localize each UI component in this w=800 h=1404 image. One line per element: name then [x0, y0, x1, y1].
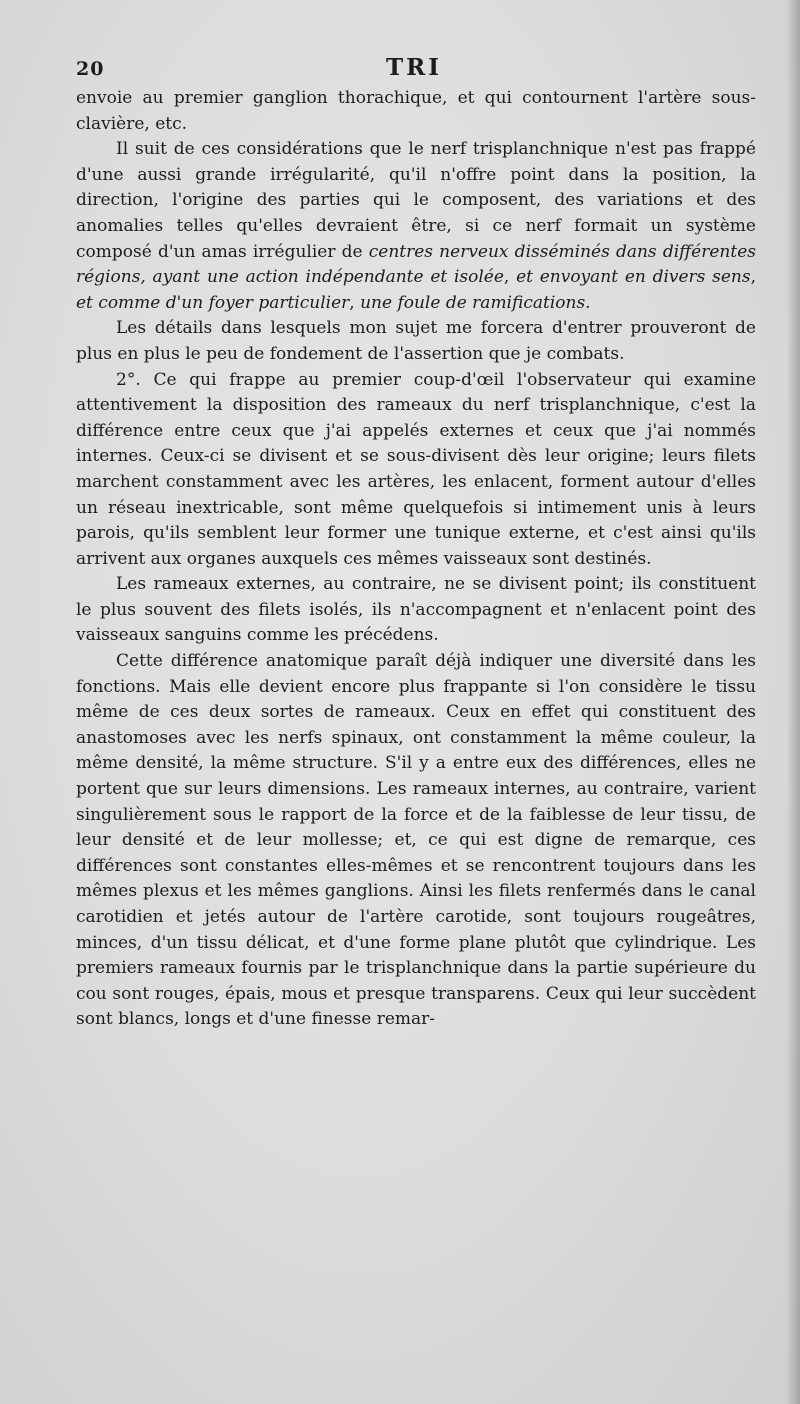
paragraph-2-italic-4: une foule de ramifications. [360, 292, 591, 313]
paragraph-2-sep-3: , [349, 292, 361, 313]
paragraph-continuation: envoie au premier ganglion thorachique, et qui contournent l'artère sous-clavière, etc. [76, 88, 756, 134]
paragraph-3: Les détails dans lesquels mon sujet me forcera d'entrer prouveront de plus en plus le peu de fondement de l'assertion que je combats. [76, 318, 756, 364]
paragraph-2-sep-2: , [750, 267, 757, 288]
page-edge-shadow [786, 0, 800, 1404]
paragraph-2-italic-2: et envoyant en divers sens [516, 267, 751, 288]
paragraph-2 [76, 137, 756, 316]
paragraph-2-sep-1: , [503, 267, 517, 288]
paragraph-4: 2°. Ce qui frappe au premier coup-d'œil l'observateur qui examine attentivement la disposition des rameaux du nerf trisplanchnique, c'est la différence entre ceux que j'ai appelés externes et ceux que j'ai nommés internes. Ceux-ci se divisent et se sous-divisent dès leur origine; leurs filets marchent constamment avec les artères, les enlacent, forment autour d'elles un réseau inextricable, sont même quelquefois si intimement unis à leurs parois, qu'ils semblent leur former une tunique externe, et c'est ainsi qu'ils arrivent aux organes auxquels ces mêmes vaisseaux sont destinés. [76, 369, 756, 569]
paragraph-5: Les rameaux externes, au contraire, ne se divisent point; ils constituent le plus souvent des filets isolés, ils n'accompagnent et n'enlacent point des vaisseaux sanguins comme les précédens. [76, 574, 756, 646]
body-text [76, 86, 756, 1033]
paragraph-2-italic-1: centres nerveux disséminés dans différentes régions, ayant une action indépendante et isolée [76, 241, 756, 288]
paragraph-2-italic-3: et comme d'un foyer particulier [76, 292, 350, 313]
page-number: 20 [76, 58, 105, 80]
running-head: TRI [386, 54, 442, 81]
paragraph-6: Cette différence anatomique paraît déjà indiquer une diversité dans les fonctions. Mais elle devient encore plus frappante si l'on considère le tissu même de ces deux sortes de rameaux. Ceux en effet qui constituent des anastomoses avec les nerfs spinaux, ont constamment la même couleur, la même densité, la même structure. S'il y a entre eux des différences, elles ne portent que sur leurs dimensions. Les rameaux internes, au contraire, varient singulièrement sous le rapport de la force et de la faiblesse de leur tissu, de leur densité et de leur mollesse; et, ce qui est digne de remarque, ces différences sont constantes elles-mêmes et se rencontrent toujours dans les mêmes plexus et les mêmes ganglions. Ainsi les filets renfermés dans le canal carotidien et jetés autour de l'artère carotide, sont toujours rougeâtres, minces, d'un tissu délicat, et d'une forme plane plutôt que cylindrique. Les premiers rameaux fournis par le trisplanchnique dans la partie supérieure du cou sont rouges, épais, mous et presque transparens. Ceux qui leur succèdent sont blancs, longs et d'une finesse remar- [76, 651, 756, 1030]
page-header [76, 54, 746, 88]
paragraph-2-text: Il suit de ces considérations que le nerf trisplanchnique n'est pas frappé d'une aussi grande irrégularité, qu'il n'offre point dans la position, la direction, l'origine des parties qui le composent, des variations et des anomalies telles qu'elles devraient être, si ce nerf formait un système composé d'un amas irrégulier de [76, 139, 756, 262]
